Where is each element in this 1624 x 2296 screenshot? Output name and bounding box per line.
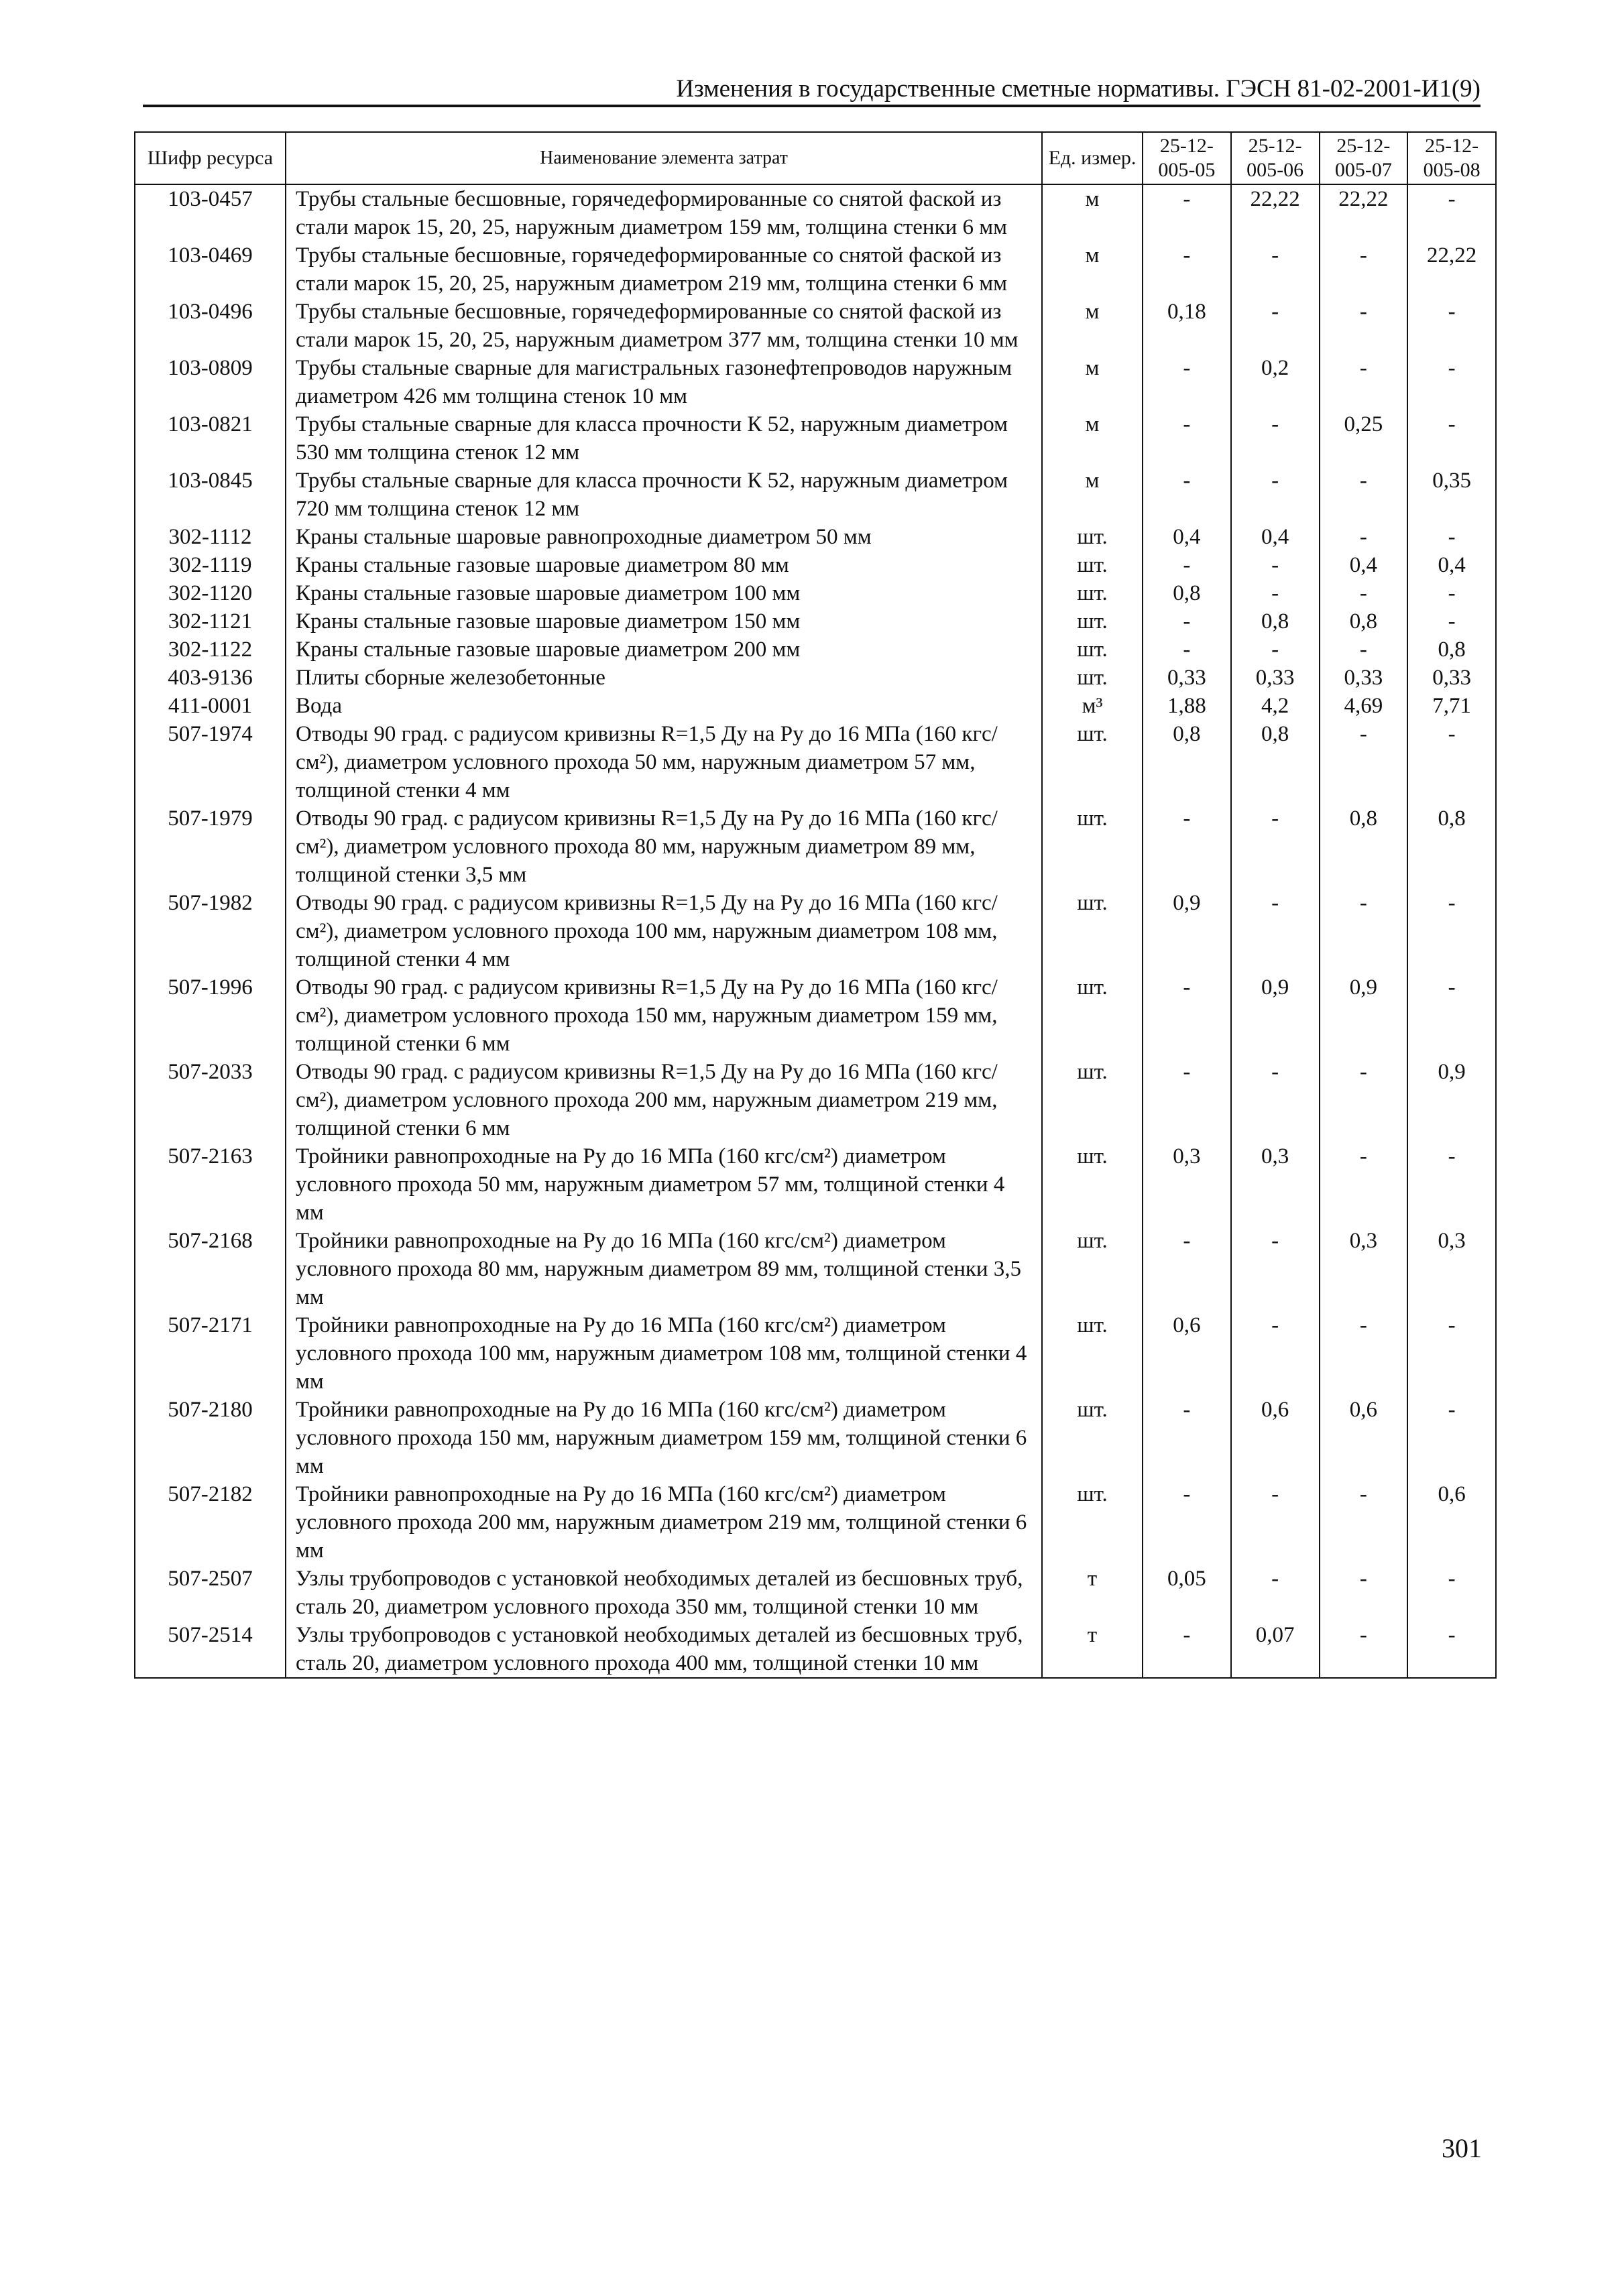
value-25-12-005-06: - bbox=[1231, 1311, 1320, 1396]
unit-of-measure: шт. bbox=[1042, 804, 1143, 889]
value-25-12-005-06: - bbox=[1231, 1565, 1320, 1621]
table-row bbox=[135, 467, 1496, 523]
col-header-name: Наименование элемента затрат bbox=[286, 132, 1042, 184]
table-row bbox=[135, 579, 1496, 607]
value-25-12-005-05: 1,88 bbox=[1143, 692, 1231, 720]
value-25-12-005-06: 0,3 bbox=[1231, 1142, 1320, 1227]
value-25-12-005-06: - bbox=[1231, 889, 1320, 973]
page-number: 301 bbox=[1442, 2133, 1482, 2163]
value-25-12-005-07: - bbox=[1320, 889, 1408, 973]
col-header-code: Шифр ресурса bbox=[135, 132, 286, 184]
resource-code: 507-1996 bbox=[135, 973, 286, 1058]
resource-code: 507-2182 bbox=[135, 1480, 286, 1565]
table-body bbox=[135, 184, 1496, 1678]
resource-code: 507-2514 bbox=[135, 1621, 286, 1678]
element-name: Узлы трубопроводов с установкой необходимых деталей из бесшовных труб, сталь 20, диаметром условного прохода 400 мм, толщиной стенки 10 мм bbox=[286, 1621, 1042, 1678]
value-25-12-005-08: 0,33 bbox=[1407, 664, 1496, 692]
value-25-12-005-08: - bbox=[1407, 973, 1496, 1058]
value-25-12-005-05: 0,4 bbox=[1143, 523, 1231, 551]
resource-code: 302-1122 bbox=[135, 636, 286, 664]
table-row bbox=[135, 692, 1496, 720]
value-25-12-005-07: 0,8 bbox=[1320, 804, 1408, 889]
table-row bbox=[135, 354, 1496, 410]
table-row bbox=[135, 804, 1496, 889]
value-25-12-005-08: 0,3 bbox=[1407, 1227, 1496, 1311]
table-row bbox=[135, 636, 1496, 664]
table-row bbox=[135, 410, 1496, 467]
value-25-12-005-07: - bbox=[1320, 1058, 1408, 1142]
unit-of-measure: м bbox=[1042, 354, 1143, 410]
value-25-12-005-05: 0,05 bbox=[1143, 1565, 1231, 1621]
value-25-12-005-08: - bbox=[1407, 607, 1496, 636]
table-row bbox=[135, 607, 1496, 636]
value-25-12-005-08: 0,4 bbox=[1407, 551, 1496, 579]
unit-of-measure: м bbox=[1042, 467, 1143, 523]
unit-of-measure: шт. bbox=[1042, 1396, 1143, 1480]
value-25-12-005-06: - bbox=[1231, 579, 1320, 607]
element-name: Тройники равнопроходные на Ру до 16 МПа (160 кгс/см²) диаметром условного прохода 150 мм, наружным диаметром 159 мм, толщиной стенки 6 мм bbox=[286, 1396, 1042, 1480]
value-25-12-005-06: - bbox=[1231, 1480, 1320, 1565]
resource-code: 302-1112 bbox=[135, 523, 286, 551]
value-25-12-005-05: - bbox=[1143, 1396, 1231, 1480]
element-name: Тройники равнопроходные на Ру до 16 МПа (160 кгс/см²) диаметром условного прохода 50 мм, наружным диаметром 57 мм, толщиной стенки 4 мм bbox=[286, 1142, 1042, 1227]
value-25-12-005-05: 0,3 bbox=[1143, 1142, 1231, 1227]
table-row bbox=[135, 1227, 1496, 1311]
unit-of-measure: м bbox=[1042, 298, 1143, 354]
value-25-12-005-07: - bbox=[1320, 1621, 1408, 1678]
document-header: Изменения в государственные сметные нормативы. ГЭСН 81-02-2001-И1(9) bbox=[676, 75, 1481, 103]
element-name: Вода bbox=[286, 692, 1042, 720]
element-name: Отводы 90 град. с радиусом кривизны R=1,5 Ду на Ру до 16 МПа (160 кгс/см²), диаметром условного прохода 80 мм, наружным диаметром 89 мм, толщиной стенки 3,5 мм bbox=[286, 804, 1042, 889]
element-name: Тройники равнопроходные на Ру до 16 МПа (160 кгс/см²) диаметром условного прохода 80 мм, наружным диаметром 89 мм, толщиной стенки 3,5 мм bbox=[286, 1227, 1042, 1311]
table-header bbox=[135, 132, 1496, 184]
resource-code: 103-0821 bbox=[135, 410, 286, 467]
value-25-12-005-07: 0,9 bbox=[1320, 973, 1408, 1058]
value-25-12-005-08: - bbox=[1407, 1396, 1496, 1480]
unit-of-measure: шт. bbox=[1042, 1142, 1143, 1227]
value-25-12-005-08: 0,8 bbox=[1407, 804, 1496, 889]
resource-code: 507-2507 bbox=[135, 1565, 286, 1621]
value-25-12-005-05: 0,8 bbox=[1143, 579, 1231, 607]
resource-code: 302-1119 bbox=[135, 551, 286, 579]
element-name: Тройники равнопроходные на Ру до 16 МПа (160 кгс/см²) диаметром условного прохода 200 мм, наружным диаметром 219 мм, толщиной стенки 6 мм bbox=[286, 1480, 1042, 1565]
element-name: Краны стальные газовые шаровые диаметром 80 мм bbox=[286, 551, 1042, 579]
value-25-12-005-05: 0,18 bbox=[1143, 298, 1231, 354]
value-25-12-005-07: - bbox=[1320, 354, 1408, 410]
element-name: Плиты сборные железобетонные bbox=[286, 664, 1042, 692]
value-25-12-005-06: 22,22 bbox=[1231, 184, 1320, 241]
element-name: Трубы стальные сварные для магистральных газонефтепроводов наружным диаметром 426 мм толщина стенок 10 мм bbox=[286, 354, 1042, 410]
value-25-12-005-05: - bbox=[1143, 1480, 1231, 1565]
unit-of-measure: шт. bbox=[1042, 720, 1143, 804]
value-25-12-005-06: 0,07 bbox=[1231, 1621, 1320, 1678]
value-25-12-005-07: - bbox=[1320, 241, 1408, 298]
col-header-25-12-005-06: 25-12-005-06 bbox=[1231, 132, 1320, 184]
value-25-12-005-07: - bbox=[1320, 523, 1408, 551]
unit-of-measure: шт. bbox=[1042, 1480, 1143, 1565]
resource-table bbox=[134, 131, 1497, 1679]
resource-code: 507-2171 bbox=[135, 1311, 286, 1396]
table-row bbox=[135, 523, 1496, 551]
table-row bbox=[135, 1396, 1496, 1480]
value-25-12-005-05: - bbox=[1143, 1621, 1231, 1678]
value-25-12-005-05: - bbox=[1143, 354, 1231, 410]
value-25-12-005-08: - bbox=[1407, 184, 1496, 241]
table-row bbox=[135, 1311, 1496, 1396]
value-25-12-005-05: - bbox=[1143, 804, 1231, 889]
element-name: Узлы трубопроводов с установкой необходимых деталей из бесшовных труб, сталь 20, диаметром условного прохода 350 мм, толщиной стенки 10 мм bbox=[286, 1565, 1042, 1621]
table-row bbox=[135, 973, 1496, 1058]
value-25-12-005-07: - bbox=[1320, 298, 1408, 354]
element-name: Тройники равнопроходные на Ру до 16 МПа (160 кгс/см²) диаметром условного прохода 100 мм, наружным диаметром 108 мм, толщиной стенки 4 мм bbox=[286, 1311, 1042, 1396]
value-25-12-005-05: - bbox=[1143, 241, 1231, 298]
value-25-12-005-07: 0,25 bbox=[1320, 410, 1408, 467]
value-25-12-005-06: 0,8 bbox=[1231, 720, 1320, 804]
resource-code: 403-9136 bbox=[135, 664, 286, 692]
unit-of-measure: шт. bbox=[1042, 551, 1143, 579]
resource-code: 103-0809 bbox=[135, 354, 286, 410]
unit-of-measure: м bbox=[1042, 410, 1143, 467]
value-25-12-005-08: - bbox=[1407, 579, 1496, 607]
col-header-25-12-005-07: 25-12-005-07 bbox=[1320, 132, 1408, 184]
resource-code: 302-1120 bbox=[135, 579, 286, 607]
unit-of-measure: шт. bbox=[1042, 973, 1143, 1058]
value-25-12-005-06: 0,9 bbox=[1231, 973, 1320, 1058]
table-row bbox=[135, 184, 1496, 241]
element-name: Отводы 90 град. с радиусом кривизны R=1,5 Ду на Ру до 16 МПа (160 кгс/см²), диаметром условного прохода 200 мм, наружным диаметром 219 мм, толщиной стенки 6 мм bbox=[286, 1058, 1042, 1142]
value-25-12-005-05: - bbox=[1143, 551, 1231, 579]
value-25-12-005-06: 0,6 bbox=[1231, 1396, 1320, 1480]
table-row bbox=[135, 664, 1496, 692]
value-25-12-005-08: - bbox=[1407, 523, 1496, 551]
value-25-12-005-08: 0,35 bbox=[1407, 467, 1496, 523]
value-25-12-005-08: 0,9 bbox=[1407, 1058, 1496, 1142]
value-25-12-005-05: - bbox=[1143, 410, 1231, 467]
value-25-12-005-06: - bbox=[1231, 551, 1320, 579]
value-25-12-005-06: - bbox=[1231, 467, 1320, 523]
resource-code: 302-1121 bbox=[135, 607, 286, 636]
value-25-12-005-06: - bbox=[1231, 241, 1320, 298]
value-25-12-005-05: - bbox=[1143, 184, 1231, 241]
value-25-12-005-08: 0,6 bbox=[1407, 1480, 1496, 1565]
value-25-12-005-07: 22,22 bbox=[1320, 184, 1408, 241]
value-25-12-005-06: 0,4 bbox=[1231, 523, 1320, 551]
resource-code: 507-2180 bbox=[135, 1396, 286, 1480]
value-25-12-005-08: - bbox=[1407, 1565, 1496, 1621]
element-name: Трубы стальные сварные для класса прочности К 52, наружным диаметром 720 мм толщина стенок 12 мм bbox=[286, 467, 1042, 523]
element-name: Трубы стальные бесшовные, горячедеформированные со снятой фаской из стали марок 15, 20, 25, наружным диаметром 377 мм, толщина стенки 10 мм bbox=[286, 298, 1042, 354]
value-25-12-005-08: - bbox=[1407, 354, 1496, 410]
value-25-12-005-07: 0,8 bbox=[1320, 607, 1408, 636]
unit-of-measure: шт. bbox=[1042, 636, 1143, 664]
table-row bbox=[135, 1565, 1496, 1621]
value-25-12-005-05: - bbox=[1143, 1058, 1231, 1142]
element-name: Трубы стальные бесшовные, горячедеформированные со снятой фаской из стали марок 15, 20, 25, наружным диаметром 159 мм, толщина стенки 6 мм bbox=[286, 184, 1042, 241]
unit-of-measure: шт. bbox=[1042, 1311, 1143, 1396]
resource-code: 507-2163 bbox=[135, 1142, 286, 1227]
value-25-12-005-06: - bbox=[1231, 410, 1320, 467]
unit-of-measure: т bbox=[1042, 1565, 1143, 1621]
value-25-12-005-08: - bbox=[1407, 889, 1496, 973]
table-row bbox=[135, 1621, 1496, 1678]
element-name: Краны стальные газовые шаровые диаметром 100 мм bbox=[286, 579, 1042, 607]
value-25-12-005-06: - bbox=[1231, 1227, 1320, 1311]
value-25-12-005-06: 4,2 bbox=[1231, 692, 1320, 720]
value-25-12-005-08: 22,22 bbox=[1407, 241, 1496, 298]
value-25-12-005-08: 7,71 bbox=[1407, 692, 1496, 720]
element-name: Краны стальные шаровые равнопроходные диаметром 50 мм bbox=[286, 523, 1042, 551]
resource-code: 103-0469 bbox=[135, 241, 286, 298]
value-25-12-005-07: 4,69 bbox=[1320, 692, 1408, 720]
value-25-12-005-07: - bbox=[1320, 1311, 1408, 1396]
resource-code: 507-2033 bbox=[135, 1058, 286, 1142]
value-25-12-005-06: - bbox=[1231, 1058, 1320, 1142]
value-25-12-005-07: - bbox=[1320, 1480, 1408, 1565]
unit-of-measure: т bbox=[1042, 1621, 1143, 1678]
table-row bbox=[135, 1058, 1496, 1142]
value-25-12-005-07: - bbox=[1320, 720, 1408, 804]
unit-of-measure: м bbox=[1042, 184, 1143, 241]
value-25-12-005-05: - bbox=[1143, 1227, 1231, 1311]
value-25-12-005-06: 0,33 bbox=[1231, 664, 1320, 692]
value-25-12-005-05: - bbox=[1143, 636, 1231, 664]
element-name: Отводы 90 град. с радиусом кривизны R=1,5 Ду на Ру до 16 МПа (160 кгс/см²), диаметром условного прохода 50 мм, наружным диаметром 57 мм, толщиной стенки 4 мм bbox=[286, 720, 1042, 804]
resource-code: 507-1979 bbox=[135, 804, 286, 889]
value-25-12-005-07: 0,4 bbox=[1320, 551, 1408, 579]
element-name: Отводы 90 град. с радиусом кривизны R=1,5 Ду на Ру до 16 МПа (160 кгс/см²), диаметром условного прохода 100 мм, наружным диаметром 108 мм, толщиной стенки 4 мм bbox=[286, 889, 1042, 973]
unit-of-measure: м bbox=[1042, 241, 1143, 298]
element-name: Трубы стальные сварные для класса прочности К 52, наружным диаметром 530 мм толщина стенок 12 мм bbox=[286, 410, 1042, 467]
resource-code: 103-0496 bbox=[135, 298, 286, 354]
value-25-12-005-07: - bbox=[1320, 579, 1408, 607]
resource-code: 103-0845 bbox=[135, 467, 286, 523]
table-row bbox=[135, 551, 1496, 579]
element-name: Трубы стальные бесшовные, горячедеформированные со снятой фаской из стали марок 15, 20, 25, наружным диаметром 219 мм, толщина стенки 6 мм bbox=[286, 241, 1042, 298]
value-25-12-005-08: 0,8 bbox=[1407, 636, 1496, 664]
resource-code: 507-1974 bbox=[135, 720, 286, 804]
unit-of-measure: шт. bbox=[1042, 664, 1143, 692]
resource-code: 507-1982 bbox=[135, 889, 286, 973]
resource-code: 507-2168 bbox=[135, 1227, 286, 1311]
value-25-12-005-07: - bbox=[1320, 1142, 1408, 1227]
value-25-12-005-06: - bbox=[1231, 804, 1320, 889]
value-25-12-005-05: 0,8 bbox=[1143, 720, 1231, 804]
col-header-25-12-005-05: 25-12-005-05 bbox=[1143, 132, 1231, 184]
value-25-12-005-05: 0,6 bbox=[1143, 1311, 1231, 1396]
table-row bbox=[135, 1480, 1496, 1565]
value-25-12-005-08: - bbox=[1407, 720, 1496, 804]
table-row bbox=[135, 241, 1496, 298]
value-25-12-005-07: - bbox=[1320, 467, 1408, 523]
value-25-12-005-07: 0,6 bbox=[1320, 1396, 1408, 1480]
unit-of-measure: шт. bbox=[1042, 579, 1143, 607]
unit-of-measure: шт. bbox=[1042, 523, 1143, 551]
element-name: Краны стальные газовые шаровые диаметром 150 мм bbox=[286, 607, 1042, 636]
table-row bbox=[135, 298, 1496, 354]
unit-of-measure: м³ bbox=[1042, 692, 1143, 720]
table-row bbox=[135, 1142, 1496, 1227]
value-25-12-005-06: - bbox=[1231, 636, 1320, 664]
value-25-12-005-07: 0,3 bbox=[1320, 1227, 1408, 1311]
value-25-12-005-08: - bbox=[1407, 1621, 1496, 1678]
value-25-12-005-05: - bbox=[1143, 467, 1231, 523]
resource-code: 103-0457 bbox=[135, 184, 286, 241]
value-25-12-005-05: 0,33 bbox=[1143, 664, 1231, 692]
unit-of-measure: шт. bbox=[1042, 607, 1143, 636]
header-rule bbox=[143, 105, 1481, 107]
unit-of-measure: шт. bbox=[1042, 1058, 1143, 1142]
value-25-12-005-06: 0,8 bbox=[1231, 607, 1320, 636]
unit-of-measure: шт. bbox=[1042, 889, 1143, 973]
col-header-unit: Ед. измер. bbox=[1042, 132, 1143, 184]
resource-code: 411-0001 bbox=[135, 692, 286, 720]
value-25-12-005-05: - bbox=[1143, 973, 1231, 1058]
unit-of-measure: шт. bbox=[1042, 1227, 1143, 1311]
element-name: Отводы 90 град. с радиусом кривизны R=1,5 Ду на Ру до 16 МПа (160 кгс/см²), диаметром условного прохода 150 мм, наружным диаметром 159 мм, толщиной стенки 6 мм bbox=[286, 973, 1042, 1058]
value-25-12-005-05: - bbox=[1143, 607, 1231, 636]
value-25-12-005-07: - bbox=[1320, 1565, 1408, 1621]
element-name: Краны стальные газовые шаровые диаметром 200 мм bbox=[286, 636, 1042, 664]
table-row bbox=[135, 889, 1496, 973]
value-25-12-005-08: - bbox=[1407, 410, 1496, 467]
value-25-12-005-07: 0,33 bbox=[1320, 664, 1408, 692]
value-25-12-005-05: 0,9 bbox=[1143, 889, 1231, 973]
value-25-12-005-06: - bbox=[1231, 298, 1320, 354]
col-header-25-12-005-08: 25-12-005-08 bbox=[1407, 132, 1496, 184]
value-25-12-005-08: - bbox=[1407, 298, 1496, 354]
value-25-12-005-08: - bbox=[1407, 1311, 1496, 1396]
table-row bbox=[135, 720, 1496, 804]
value-25-12-005-07: - bbox=[1320, 636, 1408, 664]
value-25-12-005-08: - bbox=[1407, 1142, 1496, 1227]
value-25-12-005-06: 0,2 bbox=[1231, 354, 1320, 410]
